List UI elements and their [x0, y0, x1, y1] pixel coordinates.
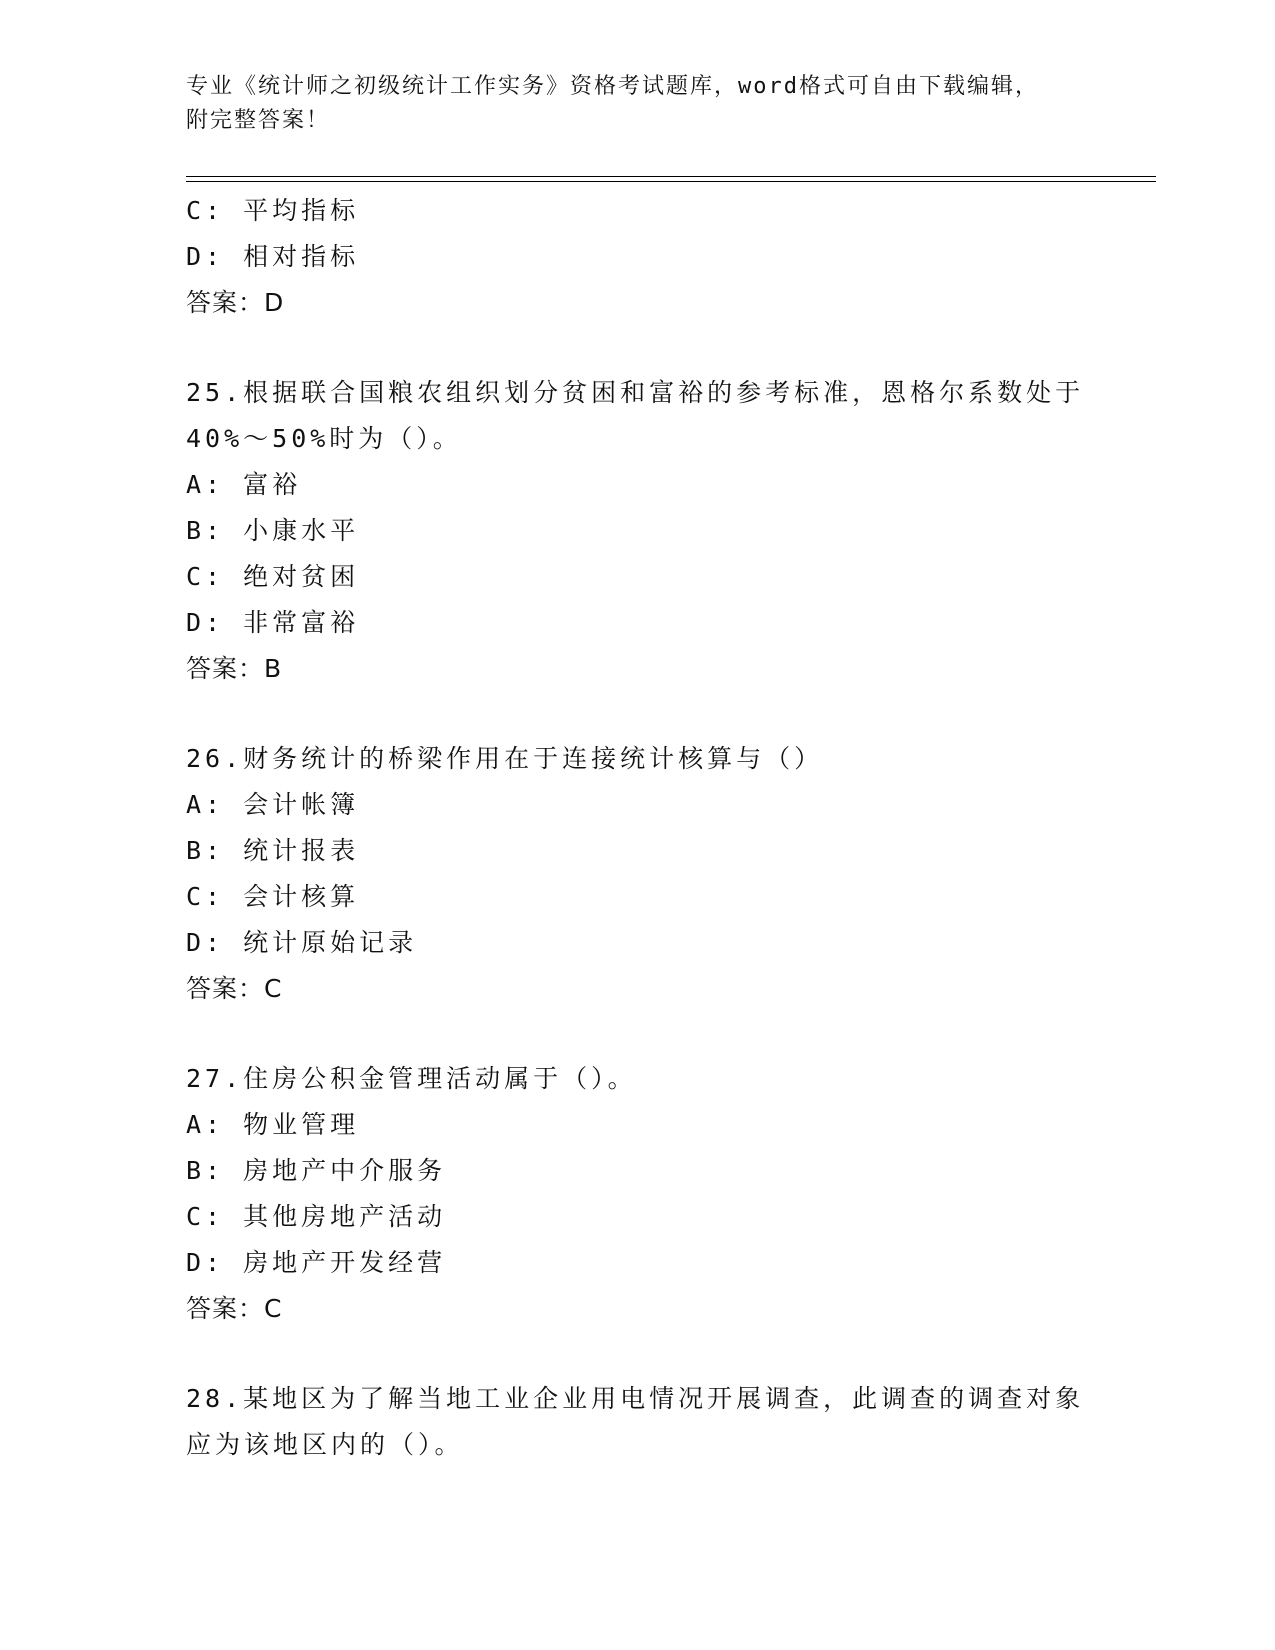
- document-header: [186, 70, 1156, 138]
- question-28: [186, 1376, 1156, 1468]
- question-26: [186, 736, 1156, 1012]
- answer-line: 答案：B: [186, 654, 283, 683]
- question-stem-line: 28.某地区为了解当地工业企业用电情况开展调查，此调查的调查对象: [186, 1384, 1085, 1413]
- option-d: D: 统计原始记录: [186, 928, 418, 957]
- option-d: D: 相对指标: [186, 242, 360, 271]
- option-c: C: 平均指标: [186, 196, 360, 225]
- question-stem-line: 25.根据联合国粮农组织划分贫困和富裕的参考标准，恩格尔系数处于: [186, 378, 1085, 407]
- option-a: A: 富裕: [186, 470, 302, 499]
- option-d: D: 非常富裕: [186, 608, 360, 637]
- option-c: C: 绝对贫困: [186, 562, 360, 591]
- option-a: A: 会计帐簿: [186, 790, 360, 819]
- question-27: [186, 1056, 1156, 1332]
- answer-line: 答案：C: [186, 974, 283, 1003]
- page-content: [186, 70, 1156, 1468]
- question-25: [186, 370, 1156, 692]
- option-b: B: 房地产中介服务: [186, 1156, 447, 1185]
- option-c: C: 其他房地产活动: [186, 1202, 447, 1231]
- question-list: [186, 188, 1156, 1468]
- answer-line: 答案：D: [186, 288, 285, 317]
- question-stem-line: 26.财务统计的桥梁作用在于连接统计核算与（）: [186, 744, 824, 773]
- question-stem-line: 40%～50%时为（）。: [186, 424, 462, 453]
- header-divider: [186, 176, 1156, 182]
- question-stem-line: 应为该地区内的（）。: [186, 1430, 464, 1459]
- option-d: D: 房地产开发经营: [186, 1248, 447, 1277]
- option-b: B: 统计报表: [186, 836, 360, 865]
- option-a: A: 物业管理: [186, 1110, 360, 1139]
- header-line-2: 附完整答案！: [186, 108, 331, 133]
- header-line-1: 专业《统计师之初级统计工作实务》资格考试题库，word格式可自由下载编辑，: [186, 74, 1039, 99]
- option-c: C: 会计核算: [186, 882, 360, 911]
- question-24-continuation: [186, 188, 1156, 326]
- question-stem-line: 27.住房公积金管理活动属于（）。: [186, 1064, 637, 1093]
- answer-line: 答案：C: [186, 1294, 283, 1323]
- option-b: B: 小康水平: [186, 516, 360, 545]
